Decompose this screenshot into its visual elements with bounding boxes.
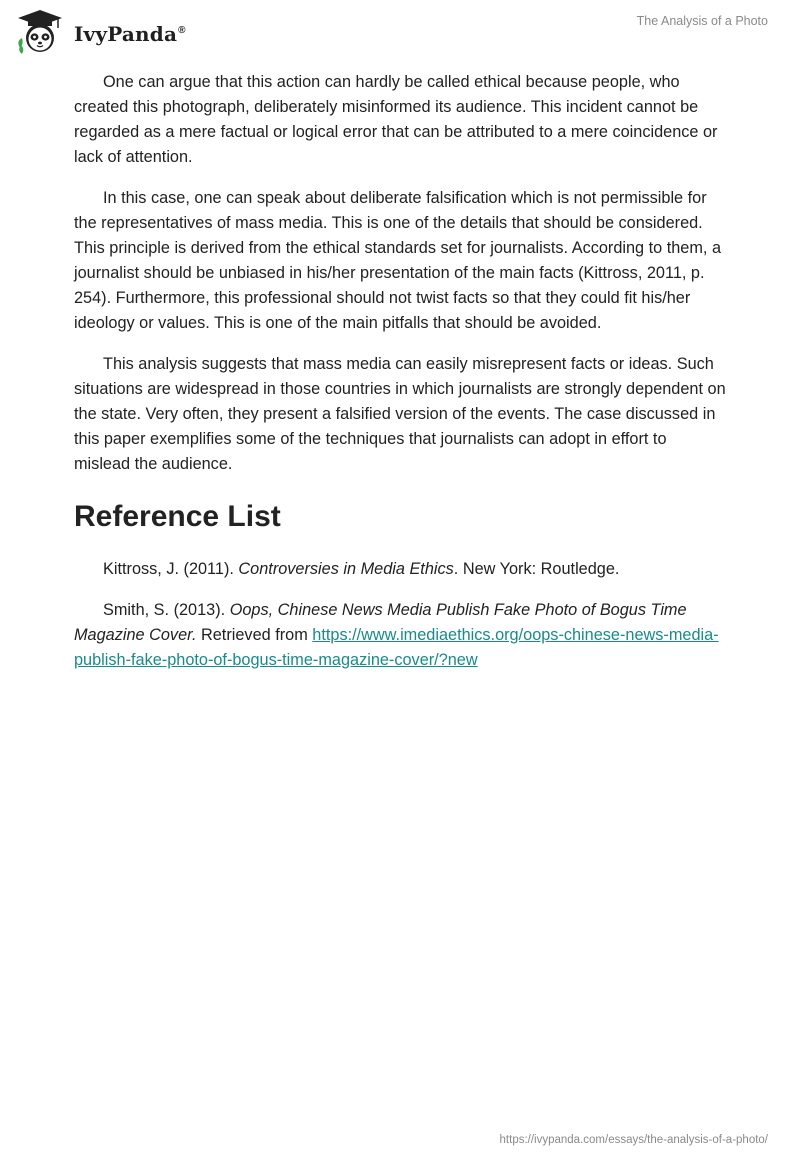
reference-retrieved: Retrieved from — [196, 626, 313, 644]
reference-entry — [74, 598, 726, 673]
essay-content — [74, 70, 726, 689]
brand-name-text: IvyPanda — [74, 22, 178, 46]
registered-mark: ® — [178, 25, 186, 37]
reference-title: Controversies in Media Ethics — [238, 560, 454, 578]
body-paragraph: In this case, one can speak about deliberate falsification which is not permissible for the representatives of mass media. This is one of the details that should be considered. This principle is derived from the ethical standards set for journalists. According to them, a journalist should be unbiased in his/her presentation of the main facts (Kittross, 2011, p. 254). Furthermore, this professional should not twist facts so that they could fit his/her ideology or values. This is one of the main pitfalls that should be avoided. — [74, 189, 722, 332]
reference-title: Oops, Chinese News Media Publish Fake Photo of Bogus Time Magazine Cover. — [74, 601, 687, 644]
reference-author: Kittross, J. (2011). — [103, 560, 239, 578]
reference-publisher: . New York: Routledge. — [453, 560, 620, 578]
body-paragraph: One can argue that this action can hardly be called ethical because people, who created this photograph, deliberately misinformed its audience. This incident cannot be regarded as a mere factual or logical error that can be attributed to a mere coincidence or lack of attention. — [74, 73, 718, 166]
panda-graduation-cap-icon — [14, 8, 66, 56]
reference-entry — [74, 557, 726, 582]
reference-link[interactable]: https://www.imediaethics.org/oops-chinese-news-media-publish-fake-photo-of-bogus-time-magazine-cover/?new — [74, 626, 719, 669]
brand-name — [74, 22, 186, 46]
ivypanda-logo[interactable] — [14, 8, 186, 56]
reference-list-heading: Reference List — [74, 500, 281, 533]
body-paragraph: This analysis suggests that mass media can easily misrepresent facts or ideas. Such situations are widespread in those countries in which journalists are strongly dependent on the state. Very often, they present a falsified version of the events. The case discussed in this paper exemplifies some of the techniques that journalists can adopt in effort to mislead the audience. — [74, 355, 726, 473]
page-header — [0, 0, 800, 64]
reference-author: Smith, S. (2013). — [103, 601, 230, 619]
footer-url: https://ivypanda.com/essays/the-analysis-of-a-photo/ — [499, 1134, 768, 1146]
running-title: The Analysis of a Photo — [636, 14, 768, 28]
